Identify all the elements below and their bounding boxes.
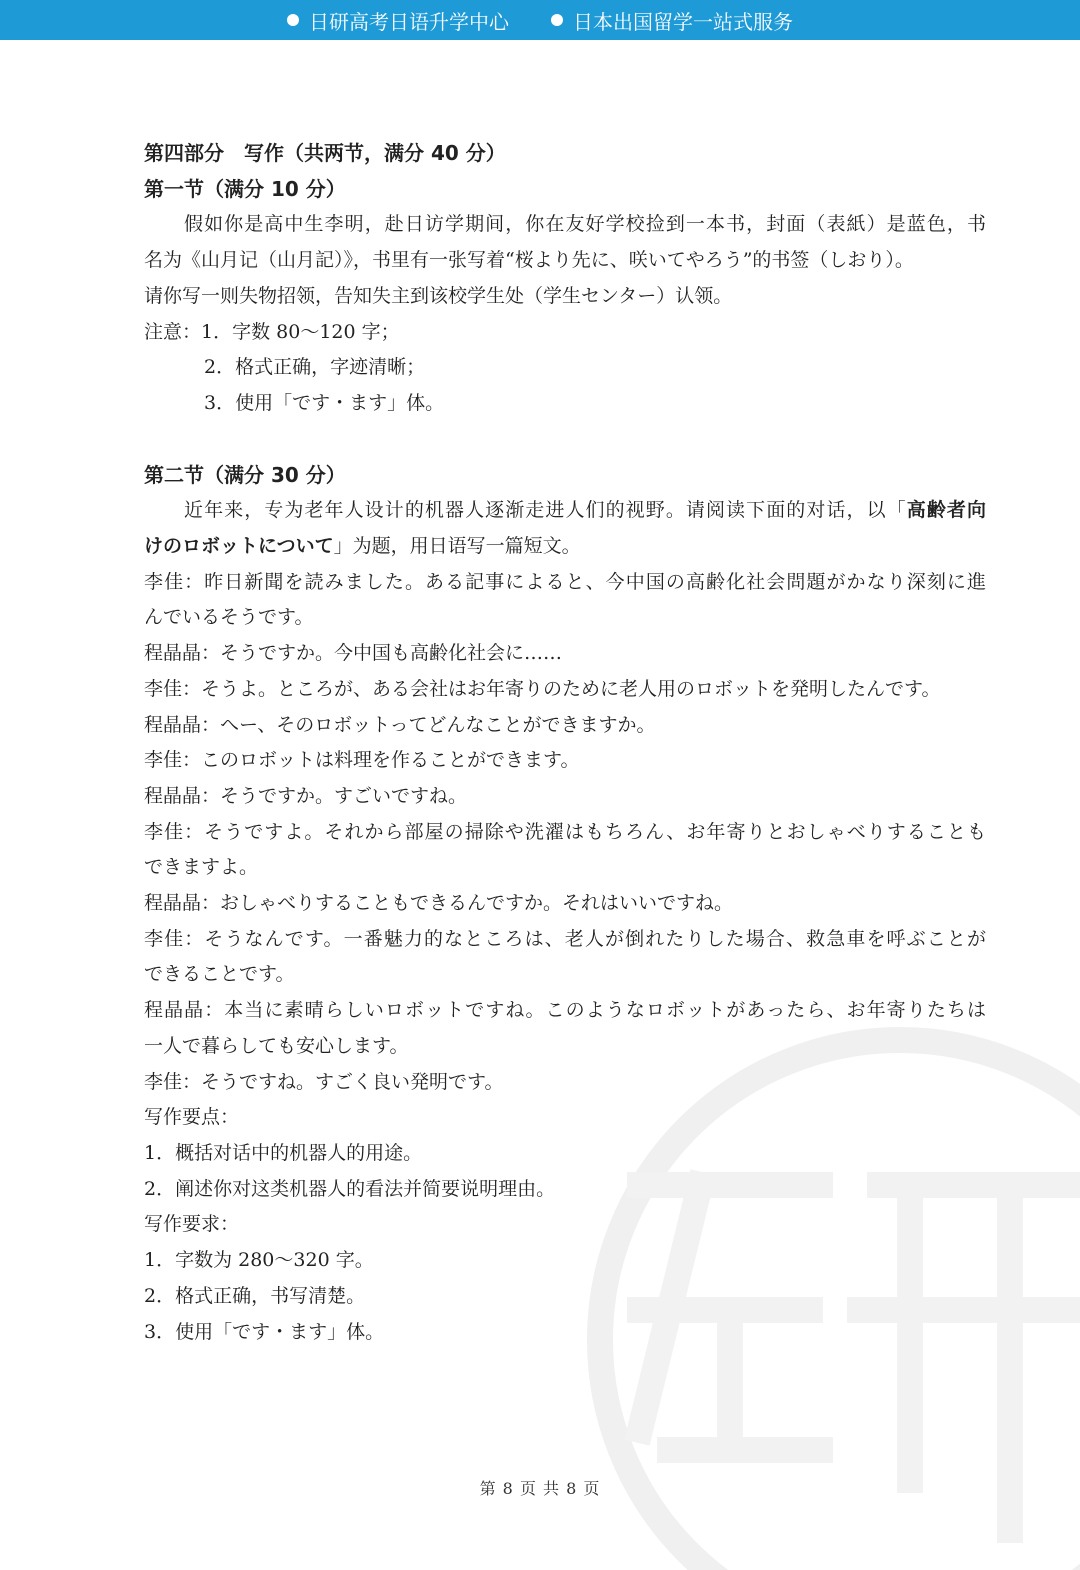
banner-text-left: 日研高考日语升学中心 [309, 9, 509, 34]
section1-title: 第一节（满分 10 分） [144, 176, 346, 201]
banner-slogan-left [287, 6, 509, 35]
note-item: 2．格式正确，字迹清晰； [204, 356, 426, 379]
banner-slogan-right [551, 6, 793, 35]
top-banner [0, 0, 1080, 40]
dialogue-line: 程晶晶：おしゃべりすることもできるんですか。それはいいですね。 [144, 892, 734, 915]
dialogue-line: 程晶晶：そうですか。すごいですね。 [144, 784, 468, 807]
intro-text: 」为题，用日语写一篇短文。 [333, 535, 581, 558]
section1-prompt-line: 名为《山月记（山月記）》，书里有一张写着“桜より先に、咲いてやろう”的书签（しおり）。 [144, 249, 914, 272]
section2-title: 第二节（满分 30 分） [144, 462, 346, 487]
note-item: 1．字数 80～120 字； [201, 320, 400, 343]
requirement-item: 1．字数为 280～320 字。 [144, 1249, 374, 1272]
banner-text-right: 日本出国留学一站式服务 [573, 9, 793, 34]
dialogue-line: 李佳：昨日新聞を読みました。ある記事によると、今中国の高齢化社会問題がかなり深刻に進 [144, 570, 986, 593]
dialogue-line: 李佳：そうよ。ところが、ある会社はお年寄りのために老人用のロボットを発明したんです。 [144, 677, 941, 700]
point-item: 2．阐述你对这类机器人的看法并简要说明理由。 [144, 1177, 556, 1200]
notes-line [144, 315, 986, 351]
notes-label: 注意： [144, 320, 202, 343]
section1-prompt-line: 请你写一则失物招领，告知失主到该校学生处（学生センター）认领。 [144, 284, 733, 307]
dialogue-line: できることです。 [144, 963, 295, 986]
requirement-item: 3．使用「です・ます」体。 [144, 1320, 385, 1343]
page-number: 第 8 页 共 8 页 [479, 1479, 601, 1498]
dialogue-line: 一人で暮らしても安心します。 [144, 1034, 409, 1057]
dialogue-line: 程晶晶：へー、そのロボットってどんなことができますか。 [144, 713, 656, 736]
requirement-item: 2．格式正确，书写清楚。 [144, 1284, 366, 1307]
dialogue-line: できますよ。 [144, 856, 259, 879]
points-label: 写作要点： [144, 1106, 240, 1129]
point-item: 1．概括对话中的机器人的用途。 [144, 1141, 423, 1164]
dialogue-line: 李佳：そうですね。すごく良い発明です。 [144, 1070, 504, 1093]
essay-topic-bold: 高齢者向 [906, 499, 986, 522]
exam-page-content [144, 136, 986, 1350]
dialogue-line: 李佳：そうなんです。一番魅力的なところは、老人が倒れたりした場合、救急車を呼ぶことが [144, 927, 986, 950]
intro-text: 近年来，专为老年人设计的机器人逐渐走进人们的视野。请阅读下面的对话，以「 [184, 499, 907, 522]
requirements-label: 写作要求： [144, 1213, 240, 1236]
dialogue-line: んでいるそうです。 [144, 606, 314, 629]
dialogue-line: 李佳：そうですよ。それから部屋の掃除や洗濯はもちろん、お年寄りとおしゃべりすることも [144, 820, 986, 843]
dialogue-line: 程晶晶：本当に素晴らしいロボットですね。このようなロボットがあったら、お年寄りたちは [144, 999, 986, 1022]
dialogue-line: 李佳：このロボットは料理を作ることができます。 [144, 749, 580, 772]
note-item: 3．使用「です・ます」体。 [204, 391, 445, 414]
bullet-icon [551, 14, 563, 26]
section1-prompt-line: 假如你是高中生李明，赴日访学期间，你在友好学校捡到一本书，封面（表紙）是蓝色，书 [184, 213, 986, 236]
part-title: 第四部分 写作（共两节，满分 40 分） [144, 141, 506, 165]
section2-intro-line [144, 493, 986, 529]
dialogue-line: 程晶晶：そうですか。今中国も高齢化社会に…… [144, 642, 563, 665]
bullet-icon [287, 14, 299, 26]
section2-intro-line [144, 529, 986, 565]
essay-topic-bold: けのロボットについて [144, 535, 334, 558]
spacer [144, 422, 986, 458]
